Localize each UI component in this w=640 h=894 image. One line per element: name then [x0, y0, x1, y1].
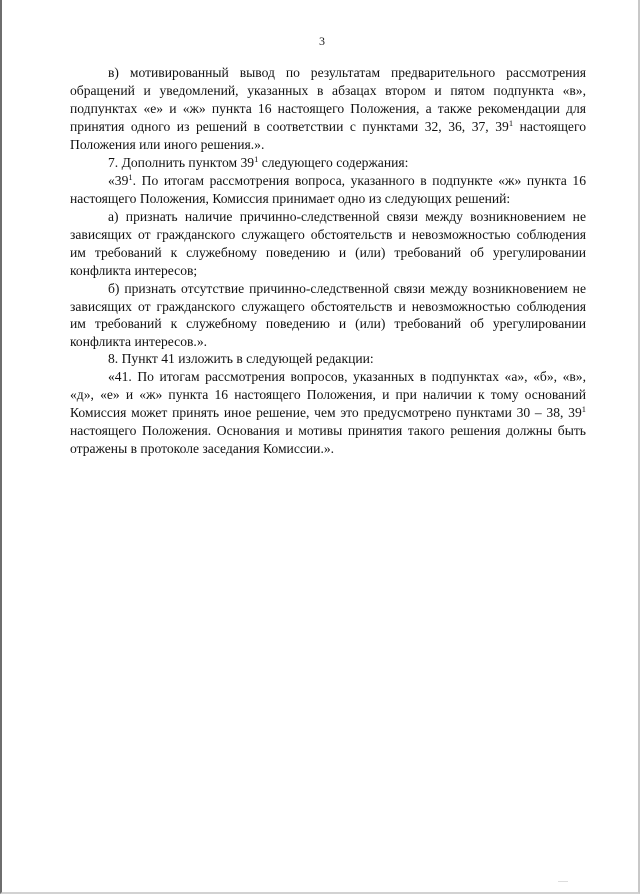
paragraph-text: «39: [108, 173, 129, 188]
superscript: 1: [128, 172, 133, 182]
paragraph-decision-b: б) признать отсутствие причинно-следственной связи между возникновением не зависящих от гражданского служащего обстоятельств и невозможностью соблюдения им требований к служебному поведению и (или) требований об урегулировании конфликта интересов.».: [70, 281, 586, 349]
paragraph-conclusion-item-v: [70, 64, 586, 154]
paragraph-text: в) мотивированный вывод по результатам предварительного рассмотрения обращений и уведомлений, указанных в абзацах втором и пятом подпункта «в», подпунктах «е» и «ж» пункта 16 настоящего Положения, а также рекомендации для принятия одного из решений в соответствии с пунктами 32, 36, 37, 39: [70, 65, 586, 134]
superscript: 1: [254, 154, 259, 164]
paragraph-point-41: [70, 368, 586, 458]
paragraph-amendment-8: 8. Пункт 41 изложить в следующей редакции:: [108, 351, 374, 366]
document-body: [70, 64, 586, 458]
paragraph-amendment-7: [70, 154, 586, 172]
paragraph-text-tail: . По итогам рассмотрения вопроса, указанного в подпункте «ж» пункта 16 настоящего Положения, Комиссия принимает одно из следующих решений:: [70, 173, 586, 206]
paragraph-point-39-1: [70, 172, 586, 208]
superscript: 1: [508, 118, 514, 128]
superscript: 1: [581, 404, 586, 414]
paragraph-decision-a: а) признать наличие причинно-следственной связи между возникновением не зависящих от гражданского служащего обстоятельств и невозможностью соблюдения им требований к служебному поведению и (или) требований об урегулировании конфликта интересов;: [70, 209, 586, 278]
scan-artifact: [558, 881, 568, 886]
page-number: 3: [319, 34, 325, 48]
paragraph-text: 7. Дополнить пунктом 39: [108, 155, 255, 170]
paragraph-text-tail: настоящего Положения или иного решения.».: [70, 119, 587, 152]
paragraph-text-tail: настоящего Положения. Основания и мотивы принятия такого решения должны быть отражены в протоколе заседания Комиссии.».: [70, 423, 586, 456]
paragraph-text-tail: следующего содержания:: [258, 155, 409, 170]
paragraph-text: «41. По итогам рассмотрения вопросов, указанных в подпунктах «а», «б», «в», «д», «е» и «ж» пункта 16 настоящего Положения, и при наличии к тому оснований Комиссия может принять иное решение, чем это предусмотрено пунктами 30 – 38, 39: [70, 369, 586, 420]
